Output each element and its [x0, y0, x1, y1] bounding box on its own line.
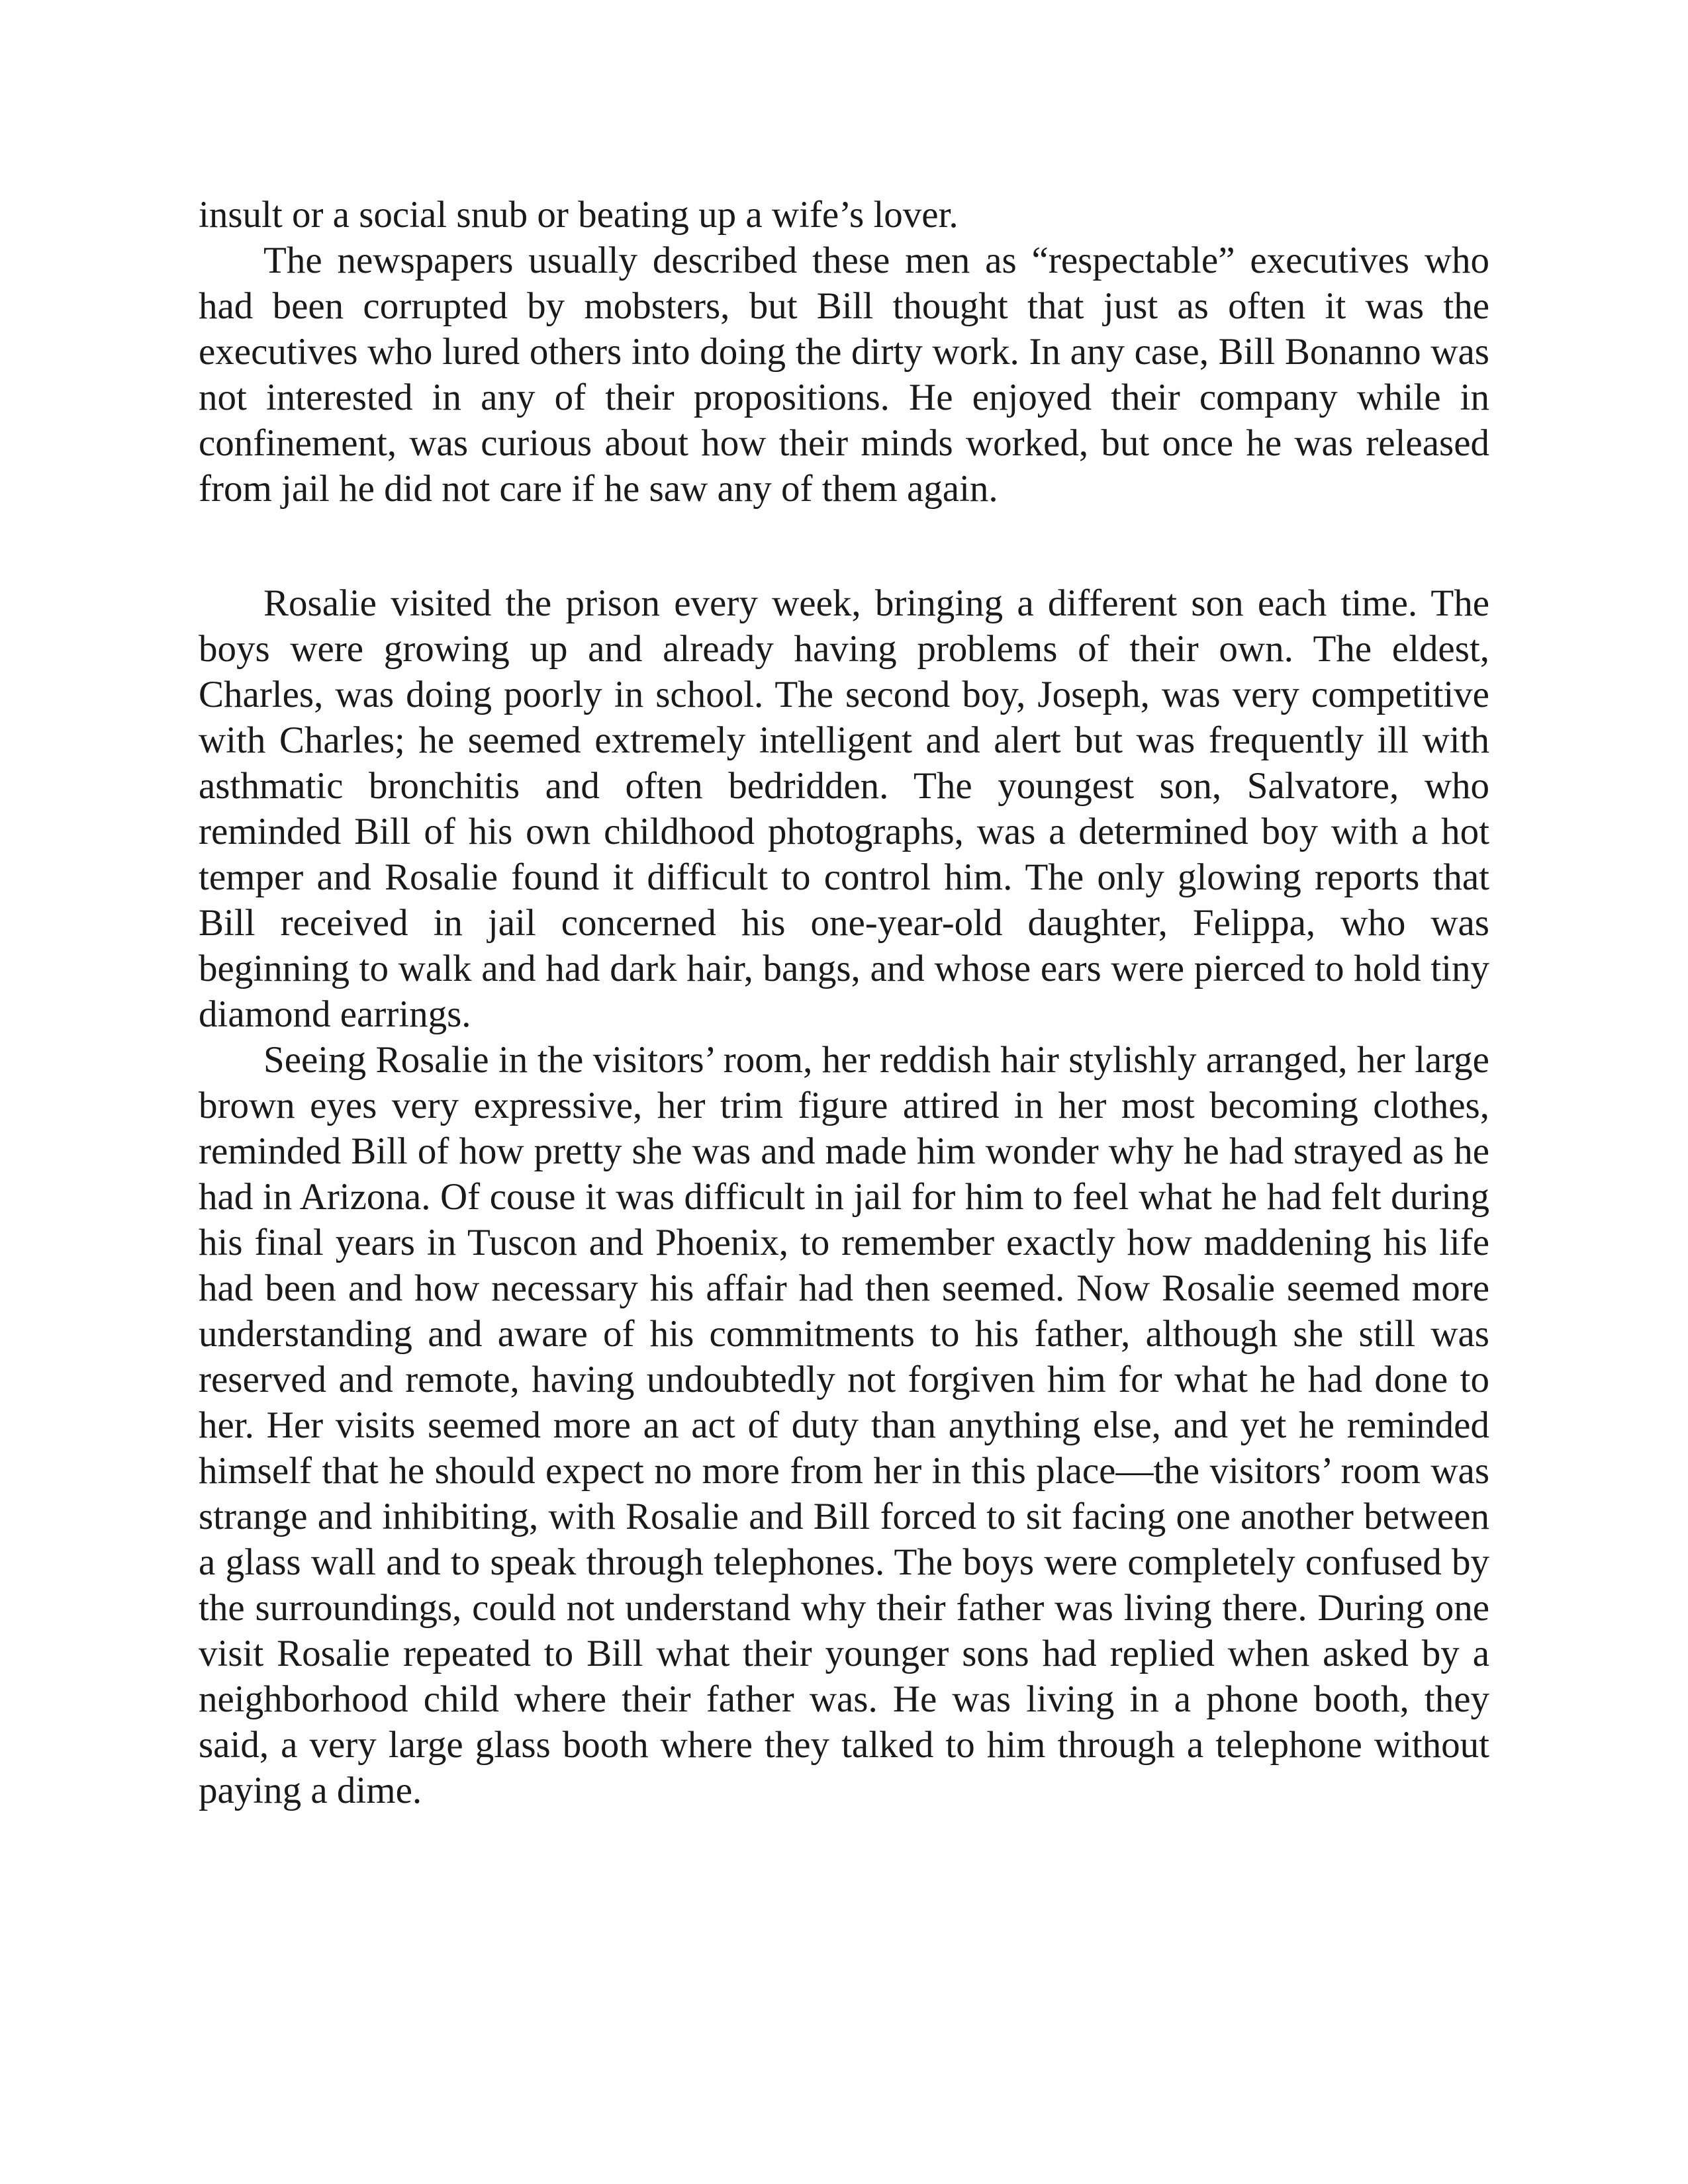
- document-page: [199, 192, 1489, 1813]
- paragraph-continuation: insult or a social snub or beating up a wife’s lover.: [199, 194, 959, 236]
- section-break: [199, 512, 1489, 580]
- paragraph-prison-visits: Rosalie visited the prison every week, bringing a different son each time. The boys were growing up and already having problems of their own. The eldest, Charles, was doing poorly in school. The second boy, Joseph, was very competitive with Charles; he seemed extremely intelligent and alert but was frequently ill with asthmatic bronchitis and often bedridden. The youngest son, Salvatore, who reminded Bill of his own childhood photographs, was a determined boy with a hot temper and Rosalie found it difficult to control him. The only glowing reports that Bill received in jail concerned his one-year-old daughter, Felippa, who was beginning to walk and had dark hair, bangs, and whose ears were pierced to hold tiny diamond earrings.: [199, 582, 1489, 1035]
- paragraph-newspapers: The newspapers usually described these men as “respectable” executives who had been corrupted by mobsters, but Bill thought that just as often it was the executives who lured others into doing the dirty work. In any case, Bill Bonanno was not interested in any of their propositions. He enjoyed their company while in confinement, was curious about how their minds worked, but once he was released from jail he did not care if he saw any of them again.: [199, 240, 1489, 510]
- paragraph-visitors-room: Seeing Rosalie in the visitors’ room, her reddish hair stylishly arranged, her large brown eyes very expressive, her trim figure attired in her most becoming clothes, reminded Bill of how pretty she was and made him wonder why he had strayed as he had in Arizona. Of couse it was difficult in jail for him to feel what he had felt during his final years in Tuscon and Phoenix, to remember exactly how maddening his life had been and how necessary his affair had then seemed. Now Rosalie seemed more understanding and aware of his commitments to his father, although she still was reserved and remote, having undoubtedly not forgiven him for what he had done to her. Her visits seemed more an act of duty than anything else, and yet he reminded himself that he should expect no more from her in this place—the visitors’ room was strange and inhibiting, with Rosalie and Bill forced to sit facing one another between a glass wall and to speak through telephones. The boys were completely confused by the surroundings, could not understand why their father was living there. During one visit Rosalie repeated to Bill what their younger sons had replied when asked by a neighborhood child where their father was. He was living in a phone booth, they said, a very large glass booth where they talked to him through a telephone without paying a dime.: [199, 1039, 1489, 1811]
